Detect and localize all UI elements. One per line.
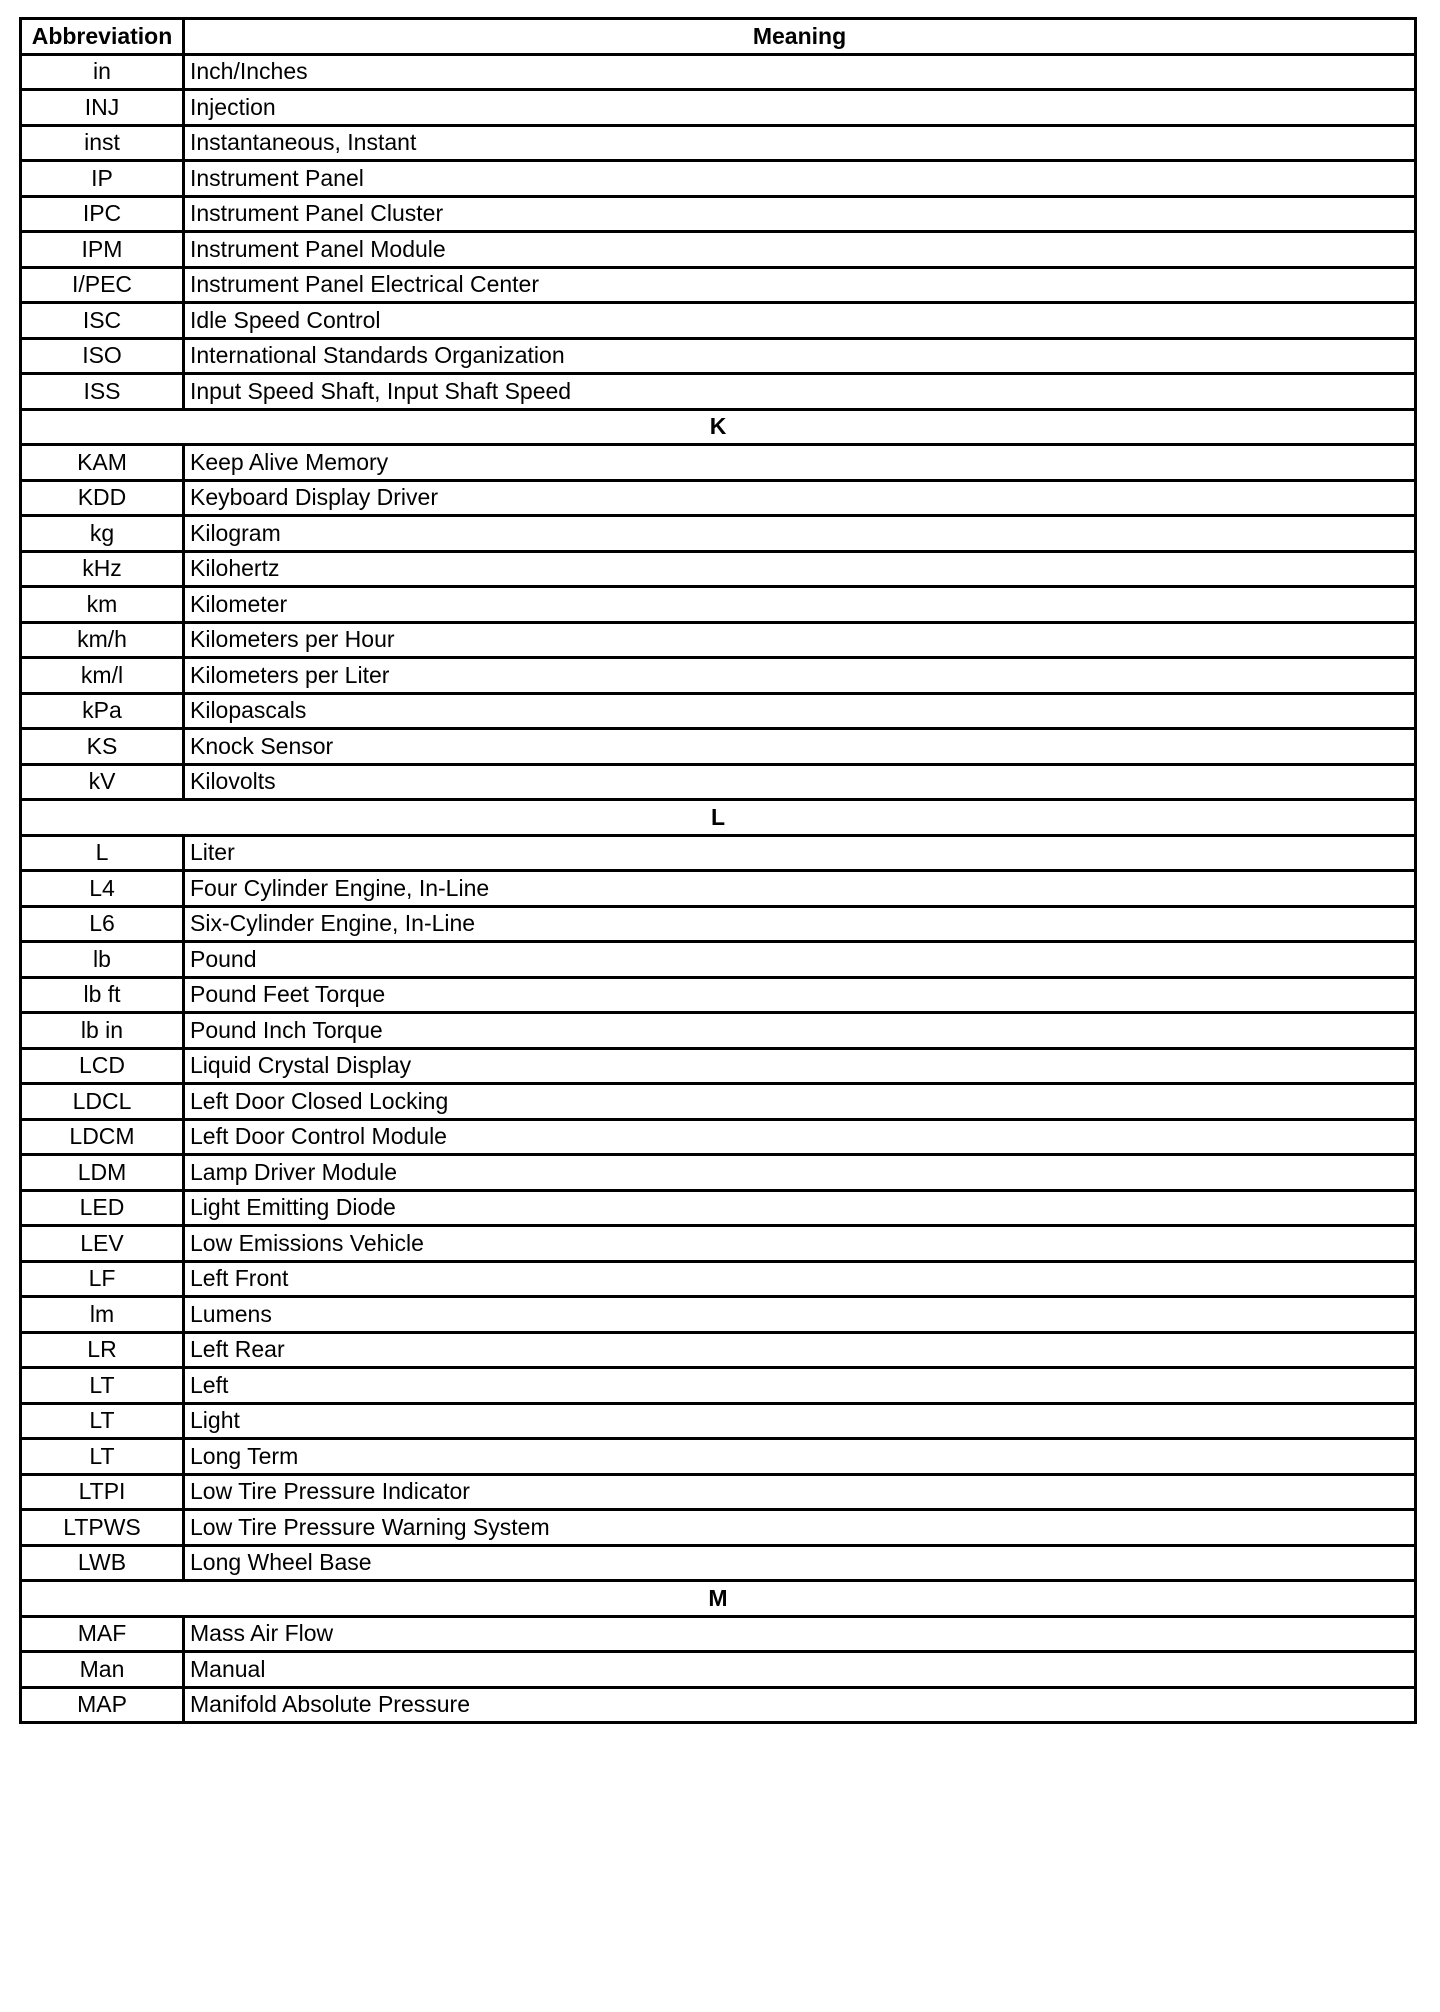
meaning-cell: Left Door Closed Locking xyxy=(184,1084,1416,1120)
meaning-column-header: Meaning xyxy=(184,19,1416,55)
table-row xyxy=(21,1616,1416,1652)
meaning-cell: Keyboard Display Driver xyxy=(184,480,1416,516)
table-row xyxy=(21,480,1416,516)
abbreviation-cell: L6 xyxy=(21,906,184,942)
abbreviation-cell: ISC xyxy=(21,303,184,339)
table-row xyxy=(21,1403,1416,1439)
abbreviation-cell: LED xyxy=(21,1190,184,1226)
meaning-cell: Low Tire Pressure Indicator xyxy=(184,1474,1416,1510)
abbreviation-cell: lm xyxy=(21,1297,184,1333)
table-row xyxy=(21,1652,1416,1688)
table-row xyxy=(21,1084,1416,1120)
table-row xyxy=(21,1048,1416,1084)
abbreviation-cell: LDCL xyxy=(21,1084,184,1120)
table-row xyxy=(21,1297,1416,1333)
meaning-cell: Manual xyxy=(184,1652,1416,1688)
meaning-cell: Kilopascals xyxy=(184,693,1416,729)
abbreviation-cell: L4 xyxy=(21,871,184,907)
table-row xyxy=(21,977,1416,1013)
abbreviation-cell: Man xyxy=(21,1652,184,1688)
meaning-cell: Pound Feet Torque xyxy=(184,977,1416,1013)
abbreviation-cell: ISO xyxy=(21,338,184,374)
table-row xyxy=(21,1226,1416,1262)
abbreviation-cell: km xyxy=(21,587,184,623)
section-header-row xyxy=(21,409,1416,445)
abbreviation-cell: IPC xyxy=(21,196,184,232)
table-row xyxy=(21,871,1416,907)
table-row xyxy=(21,196,1416,232)
abbreviation-cell: inst xyxy=(21,125,184,161)
meaning-cell: Long Term xyxy=(184,1439,1416,1475)
abbreviation-cell: KS xyxy=(21,729,184,765)
abbreviation-cell: LTPWS xyxy=(21,1510,184,1546)
abbreviation-cell: MAP xyxy=(21,1687,184,1723)
meaning-cell: International Standards Organization xyxy=(184,338,1416,374)
abbreviation-cell: INJ xyxy=(21,90,184,126)
meaning-cell: Liter xyxy=(184,835,1416,871)
section-letter: K xyxy=(21,409,1416,445)
abbreviation-cell: km/l xyxy=(21,658,184,694)
table-row xyxy=(21,693,1416,729)
table-row xyxy=(21,729,1416,765)
meaning-cell: Liquid Crystal Display xyxy=(184,1048,1416,1084)
meaning-cell: Knock Sensor xyxy=(184,729,1416,765)
abbreviation-cell: lb ft xyxy=(21,977,184,1013)
abbreviation-cell: IP xyxy=(21,161,184,197)
abbreviation-cell: lb xyxy=(21,942,184,978)
abbreviation-cell: LT xyxy=(21,1368,184,1404)
abbreviation-cell: km/h xyxy=(21,622,184,658)
abbreviation-cell: kV xyxy=(21,764,184,800)
abbreviation-cell: LT xyxy=(21,1439,184,1475)
table-row xyxy=(21,1545,1416,1581)
table-row xyxy=(21,658,1416,694)
meaning-cell: Long Wheel Base xyxy=(184,1545,1416,1581)
meaning-cell: Manifold Absolute Pressure xyxy=(184,1687,1416,1723)
meaning-cell: Low Emissions Vehicle xyxy=(184,1226,1416,1262)
abbreviation-table xyxy=(19,17,1417,1724)
table-header-row xyxy=(21,19,1416,55)
abbreviation-cell: LWB xyxy=(21,1545,184,1581)
section-header-row xyxy=(21,1581,1416,1617)
abbreviation-cell: kHz xyxy=(21,551,184,587)
table-row xyxy=(21,267,1416,303)
meaning-cell: Idle Speed Control xyxy=(184,303,1416,339)
meaning-cell: Instantaneous, Instant xyxy=(184,125,1416,161)
meaning-cell: Six-Cylinder Engine, In-Line xyxy=(184,906,1416,942)
abbreviation-cell: LDM xyxy=(21,1155,184,1191)
section-letter: L xyxy=(21,800,1416,836)
meaning-cell: Input Speed Shaft, Input Shaft Speed xyxy=(184,374,1416,410)
meaning-cell: Light Emitting Diode xyxy=(184,1190,1416,1226)
table-row xyxy=(21,587,1416,623)
table-row xyxy=(21,1439,1416,1475)
abbreviation-cell: in xyxy=(21,54,184,90)
table-row xyxy=(21,1013,1416,1049)
table-body xyxy=(21,54,1416,1723)
meaning-cell: Low Tire Pressure Warning System xyxy=(184,1510,1416,1546)
meaning-cell: Left Rear xyxy=(184,1332,1416,1368)
meaning-cell: Left Door Control Module xyxy=(184,1119,1416,1155)
meaning-cell: Kilohertz xyxy=(184,551,1416,587)
meaning-cell: Keep Alive Memory xyxy=(184,445,1416,481)
abbreviation-cell: LF xyxy=(21,1261,184,1297)
meaning-cell: Injection xyxy=(184,90,1416,126)
abbreviation-column-header: Abbreviation xyxy=(21,19,184,55)
table-row xyxy=(21,90,1416,126)
meaning-cell: Kilovolts xyxy=(184,764,1416,800)
abbreviation-cell: LTPI xyxy=(21,1474,184,1510)
meaning-cell: Mass Air Flow xyxy=(184,1616,1416,1652)
meaning-cell: Instrument Panel xyxy=(184,161,1416,197)
abbreviation-cell: KDD xyxy=(21,480,184,516)
meaning-cell: Kilometers per Liter xyxy=(184,658,1416,694)
abbreviation-cell: LCD xyxy=(21,1048,184,1084)
abbreviation-cell: LDCM xyxy=(21,1119,184,1155)
table-row xyxy=(21,1155,1416,1191)
meaning-cell: Kilogram xyxy=(184,516,1416,552)
abbreviation-cell: KAM xyxy=(21,445,184,481)
table-row xyxy=(21,906,1416,942)
abbreviation-cell: lb in xyxy=(21,1013,184,1049)
table-row xyxy=(21,622,1416,658)
meaning-cell: Left Front xyxy=(184,1261,1416,1297)
meaning-cell: Kilometer xyxy=(184,587,1416,623)
meaning-cell: Light xyxy=(184,1403,1416,1439)
meaning-cell: Kilometers per Hour xyxy=(184,622,1416,658)
meaning-cell: Instrument Panel Electrical Center xyxy=(184,267,1416,303)
section-header-row xyxy=(21,800,1416,836)
table-row xyxy=(21,551,1416,587)
meaning-cell: Left xyxy=(184,1368,1416,1404)
abbreviation-cell: I/PEC xyxy=(21,267,184,303)
table-row xyxy=(21,1190,1416,1226)
table-row xyxy=(21,1510,1416,1546)
abbreviation-cell: LT xyxy=(21,1403,184,1439)
abbreviation-cell: kg xyxy=(21,516,184,552)
table-row xyxy=(21,1261,1416,1297)
table-row xyxy=(21,232,1416,268)
section-letter: M xyxy=(21,1581,1416,1617)
meaning-cell: Pound Inch Torque xyxy=(184,1013,1416,1049)
abbreviation-cell: LR xyxy=(21,1332,184,1368)
meaning-cell: Lumens xyxy=(184,1297,1416,1333)
table-row xyxy=(21,942,1416,978)
table-row xyxy=(21,1119,1416,1155)
abbreviation-cell: MAF xyxy=(21,1616,184,1652)
table-row xyxy=(21,1332,1416,1368)
meaning-cell: Lamp Driver Module xyxy=(184,1155,1416,1191)
meaning-cell: Instrument Panel Module xyxy=(184,232,1416,268)
table-row xyxy=(21,445,1416,481)
meaning-cell: Inch/Inches xyxy=(184,54,1416,90)
abbreviation-cell: kPa xyxy=(21,693,184,729)
table-row xyxy=(21,1368,1416,1404)
table-row xyxy=(21,338,1416,374)
table-row xyxy=(21,303,1416,339)
table-row xyxy=(21,764,1416,800)
table-row xyxy=(21,161,1416,197)
table-row xyxy=(21,374,1416,410)
abbreviation-cell: LEV xyxy=(21,1226,184,1262)
table-row xyxy=(21,1474,1416,1510)
table-row xyxy=(21,125,1416,161)
table-row xyxy=(21,516,1416,552)
table-row xyxy=(21,1687,1416,1723)
meaning-cell: Four Cylinder Engine, In-Line xyxy=(184,871,1416,907)
abbreviation-cell: L xyxy=(21,835,184,871)
meaning-cell: Instrument Panel Cluster xyxy=(184,196,1416,232)
table-row xyxy=(21,835,1416,871)
abbreviation-cell: IPM xyxy=(21,232,184,268)
meaning-cell: Pound xyxy=(184,942,1416,978)
abbreviation-cell: ISS xyxy=(21,374,184,410)
table-row xyxy=(21,54,1416,90)
